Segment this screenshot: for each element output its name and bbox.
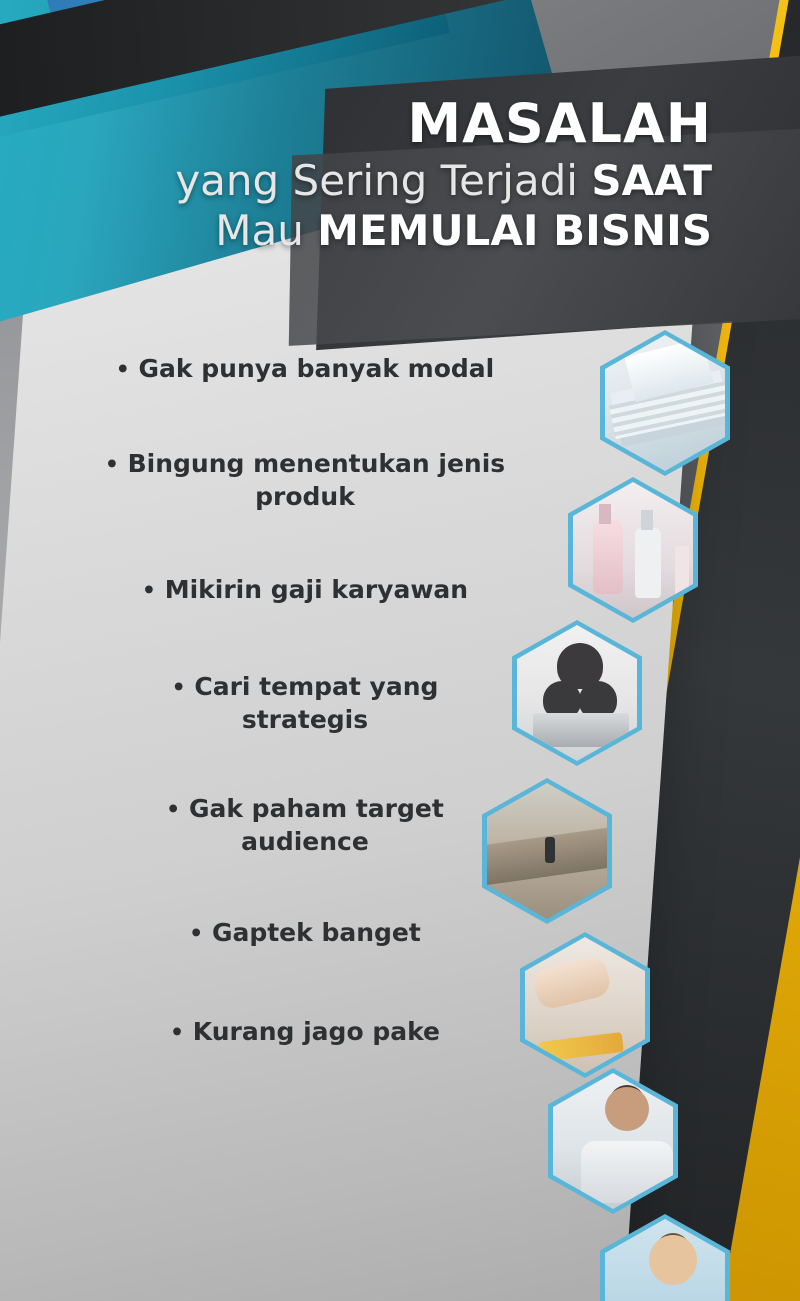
hex-photo-art [553, 1073, 673, 1209]
bullet-marker: • [171, 675, 186, 701]
list-item-label: Bingung menentukan jenis produk [127, 449, 506, 511]
bullet-marker: • [115, 357, 130, 383]
title-line-2-normal: yang Sering Terjadi [175, 155, 592, 205]
hex-photo-inner [605, 335, 725, 471]
problem-list [70, 352, 540, 1048]
title-line-2-bold: SAAT [591, 155, 712, 205]
title-line-3-normal: Mau [215, 205, 318, 255]
list-item [70, 916, 540, 949]
hex-photo-art [487, 783, 607, 919]
hex-photo-inner [573, 482, 693, 618]
hex-photo-inner [553, 1073, 673, 1209]
list-item-label: Mikirin gaji karyawan [164, 575, 469, 604]
list-item-label: Gak paham target audience [188, 794, 444, 856]
title-line-3 [60, 207, 712, 255]
bullet-marker: • [189, 921, 204, 947]
hex-photo-art [573, 482, 693, 618]
hex-photo-inner [525, 937, 645, 1073]
bullet-marker: • [104, 452, 119, 478]
title-line-3-bold: MEMULAI BISNIS [317, 205, 712, 255]
list-item [70, 573, 540, 606]
poster-title [60, 92, 740, 255]
list-item [70, 352, 540, 385]
bullet-marker: • [170, 1020, 185, 1046]
hex-photo-art [517, 625, 637, 761]
hex-photo-inner [487, 783, 607, 919]
title-line-1: MASALAH [407, 92, 712, 155]
list-item [70, 670, 540, 736]
list-item-label: Kurang jago pake [192, 1017, 440, 1046]
list-item-label: Gak punya banyak modal [138, 354, 495, 383]
title-line-2 [60, 157, 712, 205]
list-item [70, 1015, 540, 1048]
bullet-marker: • [166, 797, 181, 823]
hex-photo-art [605, 335, 725, 471]
bullet-marker: • [141, 578, 156, 604]
list-item-label: Gaptek banget [211, 918, 421, 947]
hex-photo-inner [517, 625, 637, 761]
hex-photo-art [525, 937, 645, 1073]
list-item [70, 792, 540, 858]
list-item-label: Cari tempat yang strategis [194, 672, 439, 734]
list-item [70, 447, 540, 513]
